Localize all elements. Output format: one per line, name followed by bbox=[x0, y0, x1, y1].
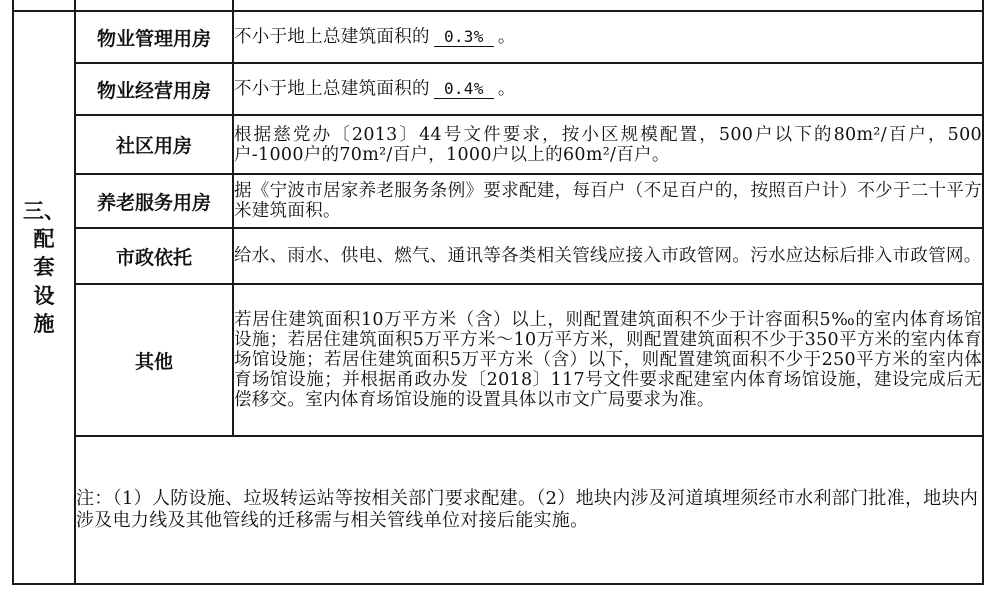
row-label: 市政依托 bbox=[75, 228, 233, 284]
top-stub-cell bbox=[75, 0, 233, 11]
top-stub-cell bbox=[233, 0, 983, 11]
row-content: 给水、雨水、供电、燃气、通讯等各类相关管线应接入市政管网。污水应达标后排入市政管网。 bbox=[233, 228, 983, 284]
row-content bbox=[233, 11, 983, 63]
content-text: 。 bbox=[497, 79, 516, 99]
section-heading bbox=[13, 11, 75, 584]
row-content: 若居住建筑面积10万平方米（含）以上，则配置建筑面积不少于计容面积5‰的室内体育场馆设施；若居住建筑面积5万平方米～10万平方米，则配置建筑面积不少于350平方米的室内体育场馆设施；若居住建筑面积5万平方米（含）以下，则配置建筑面积不少于250平方米的室内体育场馆设施；并根据甬政办发〔2018〕117号文件要求配建室内体育场馆设施，建设完成后无偿移交。室内体育场馆设施的设置具体以市文广局要求为准。 bbox=[233, 284, 983, 436]
section-char: 施 bbox=[33, 311, 55, 337]
row-content: 根据慈党办〔2013〕44号文件要求，按小区规模配置，500户以下的80m²/百户，500户-1000户的70m²/百户，1000户以上的60m²/百户。 bbox=[233, 115, 983, 174]
section-char: 配 bbox=[33, 225, 55, 251]
ratio-value: 0.4% bbox=[434, 80, 494, 99]
row-label: 物业经营用房 bbox=[75, 63, 233, 115]
section-char: 设 bbox=[33, 282, 55, 308]
row-label: 社区用房 bbox=[75, 115, 233, 174]
row-content: 据《宁波市居家养老服务条例》要求配建，每百户（不足百户的，按照百户计）不少于二十平方米建筑面积。 bbox=[233, 174, 983, 228]
facility-table bbox=[12, 0, 984, 585]
row-label: 养老服务用房 bbox=[75, 174, 233, 228]
content-text: 不小于地上总建筑面积的 bbox=[234, 79, 430, 99]
content-text: 不小于地上总建筑面积的 bbox=[234, 27, 430, 47]
row-label: 其他 bbox=[75, 284, 233, 436]
row-label: 物业管理用房 bbox=[75, 11, 233, 63]
section-char: 套 bbox=[33, 254, 55, 280]
note-cell: 注：（1）人防设施、垃圾转运站等按相关部门要求配建。（2）地块内涉及河道填埋须经市水利部门批准，地块内涉及电力线及其他管线的迁移需与相关管线单位对接后能实施。 bbox=[75, 436, 983, 584]
content-text: 。 bbox=[497, 27, 516, 47]
top-stub-cell bbox=[13, 0, 75, 11]
section-number: 三、 bbox=[23, 197, 65, 223]
row-content bbox=[233, 63, 983, 115]
ratio-value: 0.3% bbox=[434, 28, 494, 47]
